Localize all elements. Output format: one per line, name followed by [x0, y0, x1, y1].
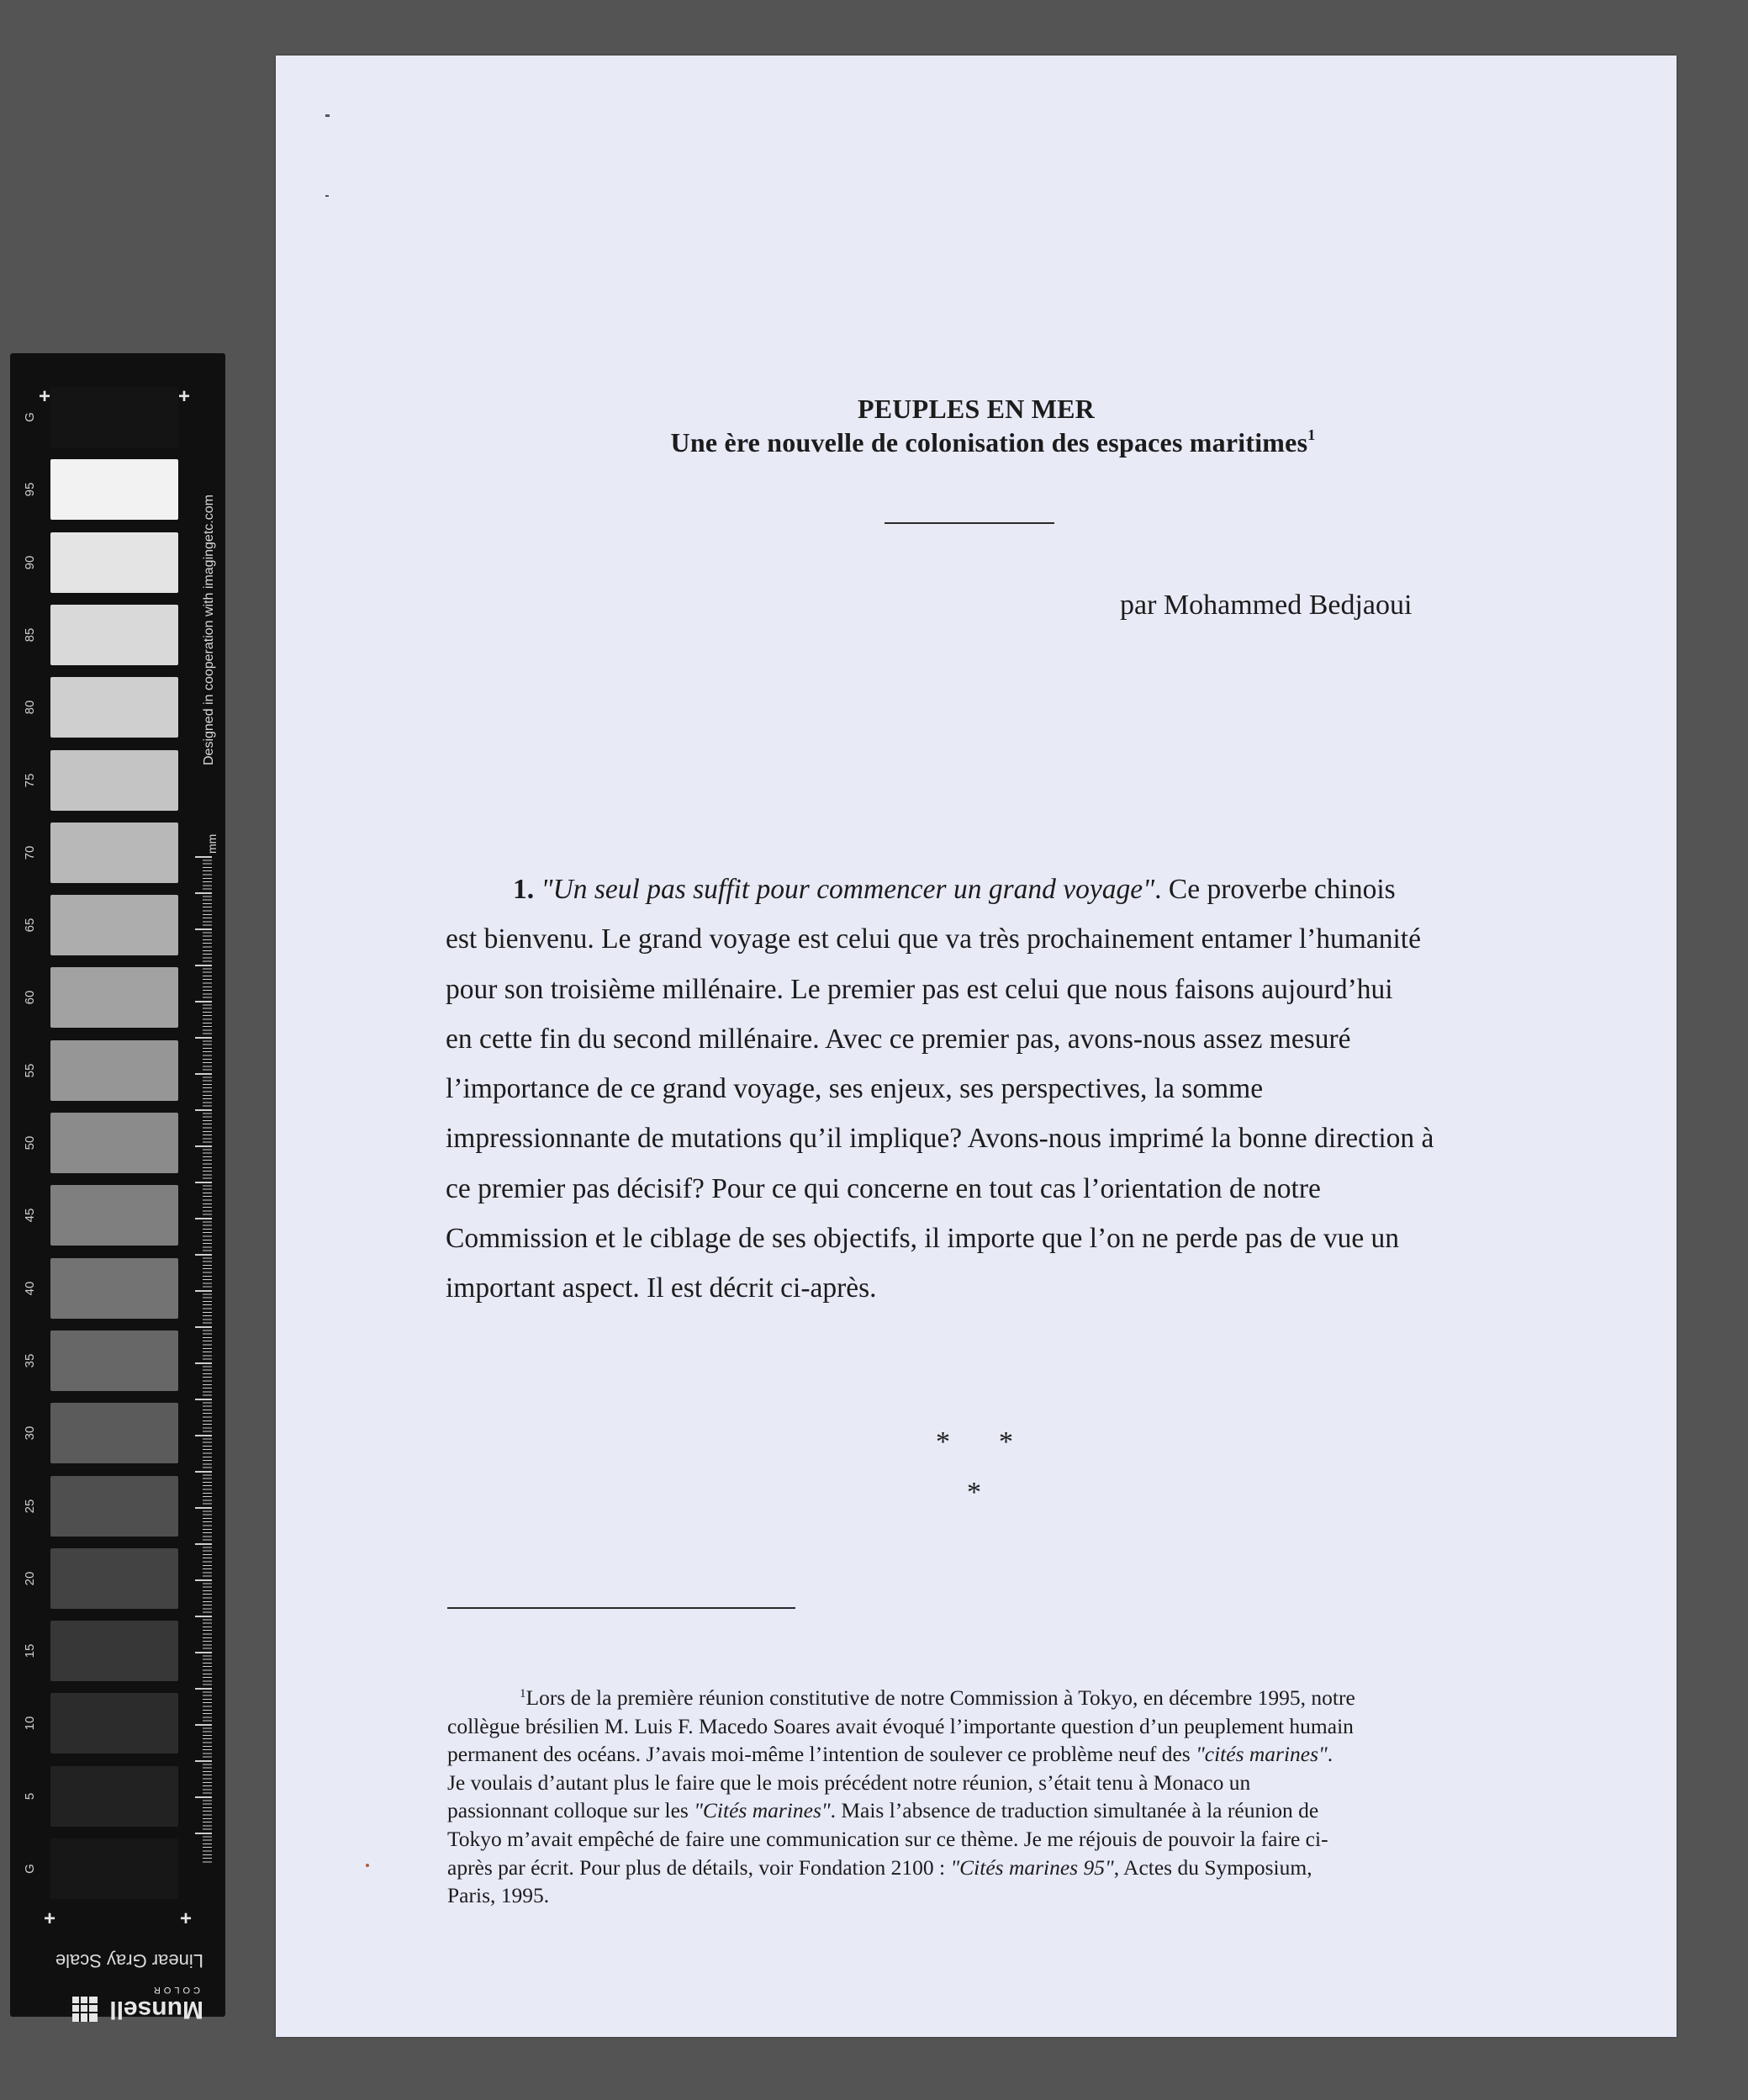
gray-patch	[50, 1040, 178, 1101]
paragraph-number: 1.	[513, 874, 535, 905]
scale-number: 75	[23, 773, 37, 787]
document-title: PEUPLES EN MER	[858, 394, 1095, 424]
gray-patch	[50, 1330, 178, 1391]
footnote-quote: "Cités marines 95"	[950, 1854, 1114, 1880]
gray-patch	[50, 459, 178, 520]
gray-patch	[50, 1693, 178, 1754]
scale-number: 15	[23, 1643, 37, 1658]
plus-mark-icon: +	[39, 385, 51, 408]
footnote-text: , Actes du Symposium,	[1113, 1854, 1312, 1880]
plus-mark-icon: +	[178, 385, 191, 408]
scale-number: 70	[23, 845, 37, 860]
paragraph-line: impressionnante de mutations qu’il implique? Avons-nous imprimé la bonne direction à	[446, 1123, 1434, 1155]
footnote-text: après par écrit. Pour plus de détails, voir Fondation 2100 :	[447, 1854, 951, 1880]
paragraph-line: ce premier pas décisif? Pour ce qui concerne en tout cas l’orientation de notre	[446, 1172, 1321, 1204]
gray-patch	[50, 1258, 178, 1319]
footnote-quote: "Cités marines"	[694, 1798, 831, 1823]
gray-patch	[50, 1113, 178, 1173]
paragraph-1	[446, 865, 1505, 1314]
footnote-ref: 1	[1307, 426, 1316, 443]
paper-speck	[366, 1864, 369, 1867]
footnote-line: Tokyo m’avait empêché de faire une communication sur ce thème. Je me réjouis de pouvoir la faire ci-	[447, 1826, 1328, 1851]
gray-patch	[50, 1766, 178, 1827]
gray-patch	[50, 605, 178, 665]
paragraph-line: Commission et le ciblage de ses objectifs, il importe que l’on ne perde pas de vue un	[446, 1223, 1400, 1255]
gray-patch	[50, 532, 178, 593]
footnote-line	[447, 1684, 1508, 1712]
footnote-line	[447, 1740, 1508, 1769]
footnote-line: collègue brésilien M. Luis F. Macedo Soares avait évoqué l’importante question d’un peuplement humain	[447, 1713, 1354, 1738]
gray-patch	[50, 895, 178, 955]
footnote-text: passionnant colloque sur les	[447, 1798, 694, 1823]
gray-patch	[50, 387, 178, 447]
scale-number: G	[23, 412, 37, 422]
footnote-line	[447, 1796, 1508, 1825]
paragraph-line: important aspect. Il est décrit ci-après.	[446, 1272, 877, 1304]
plus-mark-icon: +	[180, 1907, 193, 1930]
munsell-grid-icon	[72, 1997, 98, 2022]
mm-ruler	[195, 856, 212, 1863]
paragraph-line: l’importance de ce grand voyage, ses enjeux, ses perspectives, la somme	[446, 1073, 1264, 1105]
scale-number: 20	[23, 1571, 37, 1586]
asterisk-separator: *	[936, 1426, 950, 1457]
proverb-quote: "Un seul pas suffit pour commencer un grand voyage"	[541, 874, 1155, 905]
scale-numbers	[10, 353, 49, 2017]
gray-patch	[50, 677, 178, 738]
document-subtitle	[293, 427, 1693, 458]
plus-mark-icon: +	[44, 1907, 56, 1930]
scale-number: 45	[23, 1208, 37, 1223]
scale-number: 85	[23, 627, 37, 643]
paragraph-line	[446, 865, 1505, 914]
gray-patch	[50, 967, 178, 1028]
ruler-unit: mm	[205, 833, 219, 854]
gray-patch	[50, 750, 178, 811]
scale-number: 5	[23, 1792, 37, 1800]
page-mark	[325, 114, 330, 117]
gray-patch	[50, 1621, 178, 1681]
scale-number: 95	[23, 482, 37, 497]
scale-number: 50	[23, 1135, 37, 1151]
scale-number: 60	[23, 991, 37, 1005]
paragraph-line: en cette fin du second millénaire. Avec ce premier pas, avons-nous assez mesuré	[446, 1023, 1351, 1055]
scale-number: G	[23, 1864, 37, 1874]
document-page	[276, 56, 1677, 2037]
asterisk-separator: *	[967, 1477, 981, 1508]
gray-patch	[50, 1185, 178, 1246]
scale-number: 80	[23, 700, 37, 715]
gray-patch	[50, 1476, 178, 1537]
gray-scale-card	[10, 353, 225, 2023]
scale-number: 40	[23, 1281, 37, 1295]
footnote-line	[447, 1854, 1508, 1882]
gray-patch	[50, 823, 178, 883]
footnote-line: Paris, 1995.	[447, 1883, 550, 1908]
scale-number: 25	[23, 1499, 37, 1513]
footnote-mark: 1	[520, 1687, 526, 1701]
paragraph-line: pour son troisième millénaire. Le premier pas est celui que nous faisons aujourd’hui	[446, 973, 1393, 1005]
footnote-text: permanent des océans. J’avais moi-même l’intention de soulever ce problème neuf des	[447, 1742, 1196, 1767]
scale-number: 90	[23, 555, 37, 569]
footnote-text: . Mais l’absence de traduction simultanée à la réunion de	[830, 1798, 1319, 1823]
title-divider	[885, 522, 1054, 524]
scale-number: 30	[23, 1426, 37, 1441]
footnote-text: .	[1327, 1742, 1333, 1767]
footnote-divider	[447, 1607, 795, 1609]
scale-number: 55	[23, 1063, 37, 1078]
gray-patch	[50, 1548, 178, 1609]
footnote-line: Je voulais d’autant plus le faire que le mois précédent notre réunion, s’était tenu à Monaco un	[447, 1769, 1251, 1795]
page-mark	[325, 195, 329, 197]
gray-patch	[50, 1838, 178, 1899]
author-line: par Mohammed Bedjaoui	[1120, 590, 1413, 621]
asterisk-separator: *	[999, 1426, 1013, 1457]
gray-patch	[50, 1403, 178, 1463]
footnote-text: Lors de la première réunion constitutive de notre Commission à Tokyo, en décembre 1995, notre	[525, 1685, 1355, 1710]
paragraph-line: est bienvenu. Le grand voyage est celui que va très prochainement entamer l’humanité	[446, 923, 1421, 955]
brand-sub: COLOR	[150, 1985, 200, 1995]
scale-number: 35	[23, 1353, 37, 1368]
footnote-quote: "cités marines"	[1196, 1742, 1328, 1767]
scale-name: Linear Gray Scale	[55, 1950, 203, 1971]
footnote	[447, 1684, 1508, 1910]
card-credit: Designed in cooperation with imagingetc.com	[202, 495, 216, 765]
paragraph-text: . Ce proverbe chinois	[1154, 874, 1396, 905]
scale-number: 10	[23, 1716, 37, 1731]
scale-number: 65	[23, 918, 37, 933]
subtitle-text: Une ère nouvelle de colonisation des espaces maritimes	[670, 427, 1308, 458]
brand-logo	[61, 1985, 203, 2023]
brand-name: Munsell	[109, 1996, 203, 2023]
